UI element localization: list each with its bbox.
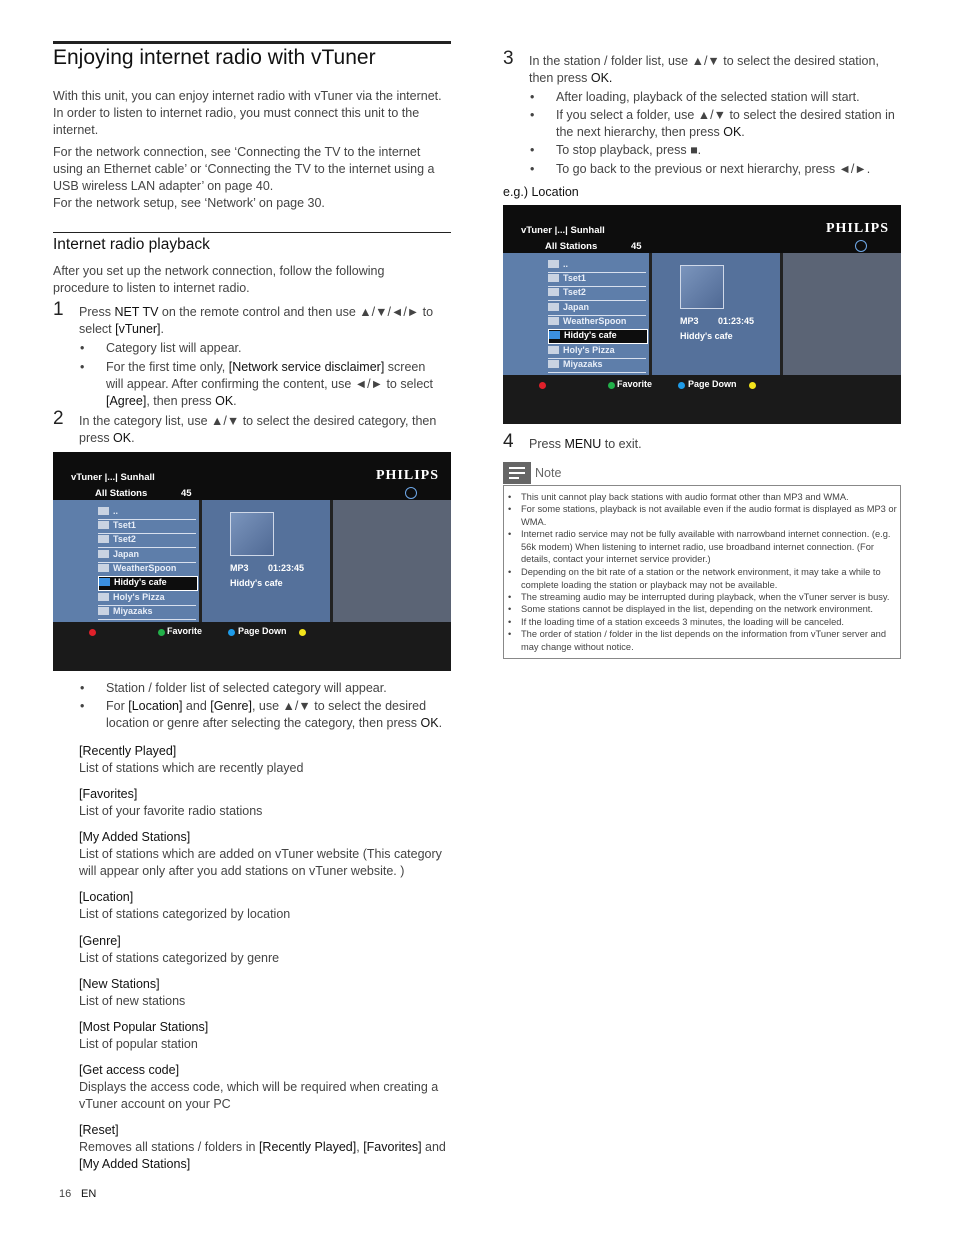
station-icon (548, 346, 559, 354)
list-item-selected[interactable]: Hiddy's cafe (548, 329, 648, 344)
note-item: • The order of station / folder in the list depends on the information from vTuner server and may change without notice. (521, 628, 897, 653)
step-3-bullet-4: • To go back to the previous or next hierarchy, press ◄/►. (556, 161, 901, 178)
after-bullet-1: • Station / folder list of selected category will appear. (106, 680, 446, 697)
yellow-button-icon (749, 382, 756, 389)
section-rule (53, 232, 451, 233)
example-label: e.g.) Location (503, 185, 579, 199)
philips-logo: PHILIPS (375, 468, 439, 483)
folder-icon (548, 303, 559, 311)
category-location: [Location] List of stations categorized by location (79, 890, 291, 921)
category-recently-played: [Recently Played] List of stations which are recently played (79, 744, 304, 775)
audio-format: MP3 (230, 563, 249, 573)
intro-paragraph-1: With this unit, you can enjoy internet radio with vTuner via the internet. In order to listen to internet radio, you must connect this unit to the internet. (53, 89, 442, 137)
station-count: 45 (631, 241, 642, 252)
album-art-icon (680, 265, 724, 309)
note-label: Note (535, 466, 562, 480)
list-item[interactable]: Miyazaks (548, 359, 646, 373)
list-item[interactable]: WeatherSpoon (98, 563, 196, 577)
folder-icon (548, 288, 559, 296)
step-2-number: 2 (53, 408, 64, 429)
list-item[interactable]: .. (98, 506, 196, 520)
step-3-bullet-1: • After loading, playback of the selected station will start. (556, 89, 901, 106)
folder-icon (548, 274, 559, 282)
vtuner-screen-location (503, 205, 901, 424)
category-my-added-stations: [My Added Stations] List of stations which are added on vTuner website (This category will appear only after you add stations on vTuner website. ) (79, 830, 442, 878)
screen-title: vTuner |...| Sunhall (521, 225, 605, 236)
green-button-icon (158, 629, 165, 636)
folder-icon (98, 550, 109, 558)
intro-paragraph-3: For the network setup, see ‘Network’ on page 30. (53, 196, 325, 210)
list-item[interactable]: WeatherSpoon (548, 316, 646, 330)
station-icon (98, 607, 109, 615)
list-item[interactable]: Miyazaks (98, 606, 196, 620)
legend-page-down: Page Down (238, 626, 287, 636)
yellow-button-icon (299, 629, 306, 636)
category-genre: [Genre] List of stations categorized by genre (79, 934, 280, 965)
all-stations-label: All Stations (545, 241, 598, 252)
philips-logo: PHILIPS (825, 221, 889, 236)
list-item[interactable]: Japan (548, 302, 646, 316)
intro-paragraph-2: For the network connection, see ‘Connecting the TV to the internet using an Ethernet cable’ or ‘Connecting the TV to the internet using a USB wireless LAN adapter’ on page 40. (53, 145, 435, 193)
list-item[interactable]: Tset1 (98, 520, 196, 534)
network-icon (855, 240, 867, 252)
step-4-number: 4 (503, 431, 514, 452)
screen-title: vTuner |...| Sunhall (71, 472, 155, 483)
category-new-stations: [New Stations] List of new stations (79, 977, 186, 1008)
note-item: • For some stations, playback is not available even if the audio format is displayed as MP3 or WMA. (521, 503, 897, 528)
list-item[interactable]: Holy's Pizza (548, 345, 646, 359)
page-title: Enjoying internet radio with vTuner (53, 46, 376, 69)
note-item: • The streaming audio may be interrupted during playback, when the vTuner server is busy. (521, 591, 897, 604)
play-icon (549, 331, 560, 339)
list-item-selected[interactable]: Hiddy's cafe (98, 576, 198, 591)
green-button-icon (608, 382, 615, 389)
station-icon (548, 360, 559, 368)
list-item[interactable]: Tset2 (98, 534, 196, 548)
title-rule (53, 41, 451, 44)
folder-icon (548, 317, 559, 325)
album-art-icon (230, 512, 274, 556)
folder-icon (98, 521, 109, 529)
folder-icon (98, 564, 109, 572)
language-code: EN (81, 1188, 97, 1200)
category-most-popular: [Most Popular Stations] List of popular station (79, 1020, 209, 1051)
legend-page-down: Page Down (688, 379, 737, 389)
note-item: • If the loading time of a station exceeds 3 minutes, the loading will be canceled. (521, 616, 897, 629)
blue-button-icon (228, 629, 235, 636)
play-time: 01:23:45 (268, 563, 305, 573)
note-item: • This unit cannot play back stations with audio format other than MP3 and WMA. (521, 491, 897, 504)
category-get-access-code: [Get access code] Displays the access code, which will be required when creating a vTuner account on your PC (79, 1063, 439, 1111)
page-number: 16 (59, 1188, 72, 1200)
folder-icon (98, 535, 109, 543)
list-item[interactable]: Holy's Pizza (98, 592, 196, 606)
now-playing-panel (652, 253, 780, 375)
now-playing-panel (202, 500, 330, 622)
section-intro: After you set up the network connection, follow the following procedure to listen to internet radio. (53, 264, 385, 295)
note-icon (503, 462, 531, 484)
play-time: 01:23:45 (718, 316, 755, 326)
legend-favorite: Favorite (167, 626, 203, 636)
station-icon (98, 593, 109, 601)
step-3-number: 3 (503, 48, 514, 69)
step-3-bullet-2: • If you select a folder, use ▲/▼ to select the desired station in the next hierarchy, then press OK. (556, 107, 901, 141)
screen-legend-bar (53, 622, 451, 671)
step-1-number: 1 (53, 299, 64, 320)
now-playing-station: Hiddy's cafe (230, 578, 283, 588)
screen-legend-bar (503, 375, 901, 424)
list-item[interactable]: .. (548, 259, 646, 273)
category-favorites: [Favorites] List of your favorite radio stations (79, 787, 263, 818)
vtuner-screen-category (53, 452, 451, 671)
step-1-text: Press NET TV on the remote control and then use ▲/▼/◄/► to select [vTuner]. (79, 305, 434, 336)
network-icon (405, 487, 417, 499)
red-button-icon (539, 382, 546, 389)
note-item: • Internet radio service may not be fully available with narrowband internet connection. (e.g. 56k modem) When listening to internet radio, use broadband internet connection. (For details, contact your internet service provider.) (521, 528, 897, 566)
section-title: Internet radio playback (53, 236, 210, 253)
step-2-text: In the category list, use ▲/▼ to select the desired category, then press OK. (79, 414, 437, 445)
category-reset: [Reset] Removes all stations / folders in [Recently Played], [Favorites] and [My Added Stations] (79, 1123, 446, 1171)
blue-button-icon (678, 382, 685, 389)
now-playing-station: Hiddy's cafe (680, 331, 733, 341)
detail-panel (333, 500, 451, 622)
detail-panel (783, 253, 901, 375)
all-stations-label: All Stations (95, 488, 148, 499)
step-4-text: Press MENU to exit. (529, 437, 642, 451)
note-box (503, 485, 901, 659)
list-item[interactable]: Tset2 (548, 287, 646, 301)
audio-format: MP3 (680, 316, 699, 326)
after-bullet-2: • For [Location] and [Genre], use ▲/▼ to select the desired location or genre after selecting the category, then press OK. (106, 698, 446, 732)
play-icon (99, 578, 110, 586)
note-item: • Depending on the bit rate of a station or the network environment, it may take a while to complete loading the station or playback may not be available. (521, 566, 897, 591)
red-button-icon (89, 629, 96, 636)
step-3-text: In the station / folder list, use ▲/▼ to select the desired station, then press OK. (529, 54, 879, 85)
station-count: 45 (181, 488, 192, 499)
folder-icon (98, 507, 109, 515)
folder-icon (548, 260, 559, 268)
step-1-bullet-1: • Category list will appear. (106, 340, 446, 357)
list-item[interactable]: Japan (98, 549, 196, 563)
legend-favorite: Favorite (617, 379, 653, 389)
step-1-bullet-2: • For the first time only, [Network service disclaimer] screen will appear. After confirming the content, use ◄/► to select [Agree], then press OK. (106, 359, 446, 410)
note-item: • Some stations cannot be displayed in the list, depending on the network environment. (521, 603, 897, 616)
list-item[interactable]: Tset1 (548, 273, 646, 287)
step-3-bullet-3: • To stop playback, press ■. (556, 142, 901, 159)
